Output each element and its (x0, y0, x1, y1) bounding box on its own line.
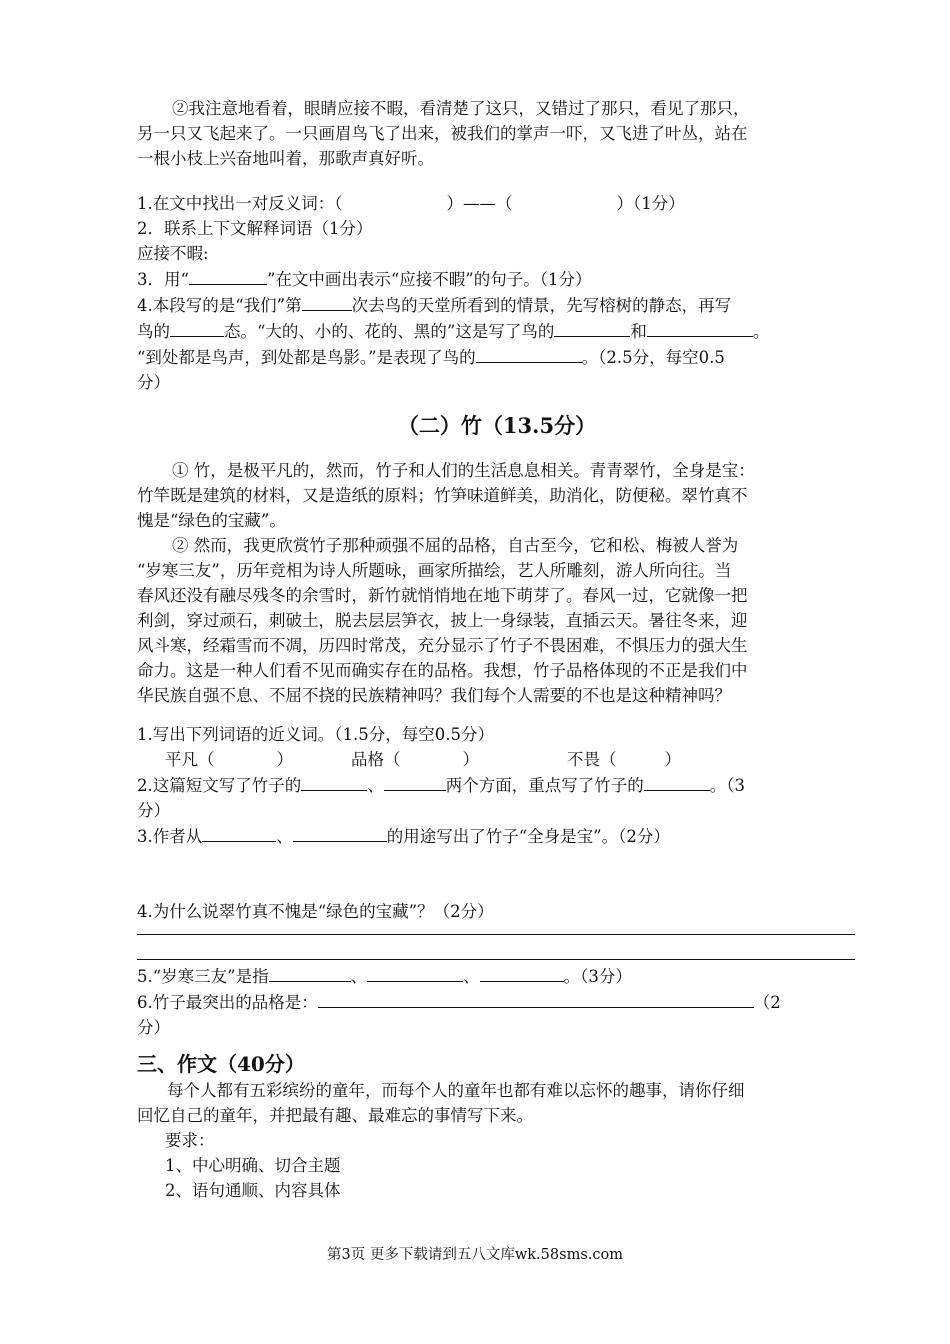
answer-blank[interactable] (367, 963, 463, 982)
question-text: 4.为什么说翠竹真不愧是“绿色的宝藏”？（2分） (137, 902, 494, 921)
answer-blank[interactable] (644, 772, 710, 791)
question-text: 、 (367, 776, 384, 795)
exam-page (137, 96, 857, 1203)
question-text: ） (664, 750, 681, 769)
question-4 (137, 292, 857, 395)
answer-blank[interactable] (554, 318, 630, 337)
question-text: 不畏（ (567, 750, 617, 769)
answer-blank[interactable] (293, 823, 387, 842)
answer-blank[interactable] (647, 318, 753, 337)
text-line: 竹竿既是建筑的材料，又是造纸的原料；竹笋味道鲜美，助消化，防便秘。翠竹真不 (137, 486, 748, 505)
text-line: 回忆自己的童年，并把最有趣、最难忘的事情写下来。 (137, 1106, 533, 1125)
section-title: （二）竹（13.5分） (397, 413, 597, 438)
question-text: 3．用“ (137, 270, 189, 289)
bamboo-question-3 (137, 823, 857, 849)
question-text: 1.写出下列词语的近义词。（1.5分，每空0.5分） (137, 725, 494, 744)
question-text: ”在文中画出表示“应接不暇”的句子。（1分） (266, 270, 592, 289)
text-line: 风斗寒，经霜雪而不凋，历四时常茂，充分显示了竹子不畏困难，不惧压力的强大生 (137, 636, 748, 655)
question-text: 4.本段写的是“我们”第 (137, 296, 302, 315)
passage-paragraph-2 (137, 533, 857, 708)
answer-blank[interactable] (170, 318, 224, 337)
text-line: 春风还没有融尽残冬的余雪时，新竹就悄悄地在地下萌芽了。春风一过，它就像一把 (137, 586, 748, 605)
text-line: 另一只又飞起来了。一只画眉鸟飞了出来，被我们的掌声一吓，又飞进了叶丛，站在 (137, 124, 748, 143)
bamboo-question-1 (137, 722, 857, 772)
text-line: 一根小枝上兴奋地叫着，那歌声真好听。 (137, 149, 434, 168)
answer-blank[interactable] (318, 989, 754, 1008)
question-text: 两个方面，重点写了竹子的 (445, 776, 644, 795)
passage-paragraph-1 (137, 458, 857, 533)
question-text: 。（2.5分，每空0.5 (581, 348, 725, 367)
answer-blank[interactable] (202, 823, 276, 842)
question-text: 。（3 (709, 776, 745, 795)
text-line: 命力。这是一种人们看不见而确实存在的品格。我想，竹子品格体现的不正是我们中 (137, 661, 748, 680)
question-text: 5.“岁寒三友”是指 (137, 967, 269, 986)
text-line: ② 然而，我更欣赏竹子那种顽强不屈的品格，自古至今，它和松、梅被人誉为 (172, 536, 739, 555)
question-text: 。 (752, 322, 770, 341)
question-text: 的用途写出了竹子“全身是宝”。（2分） (386, 827, 670, 846)
text-line: 华民族自强不息、不屈不挠的民族精神吗？我们每个人需要的不也是这种精神吗？ (137, 686, 731, 705)
question-text: 分） (137, 1018, 170, 1037)
requirement-item: 1、中心明确、切合主题 (165, 1156, 341, 1175)
requirement-item: 2、语句通顺、内容具体 (165, 1181, 341, 1200)
question-text: 、 (276, 827, 293, 846)
bamboo-question-6 (137, 989, 857, 1040)
question-text: ） (276, 750, 293, 769)
page-footer: 第3页 更多下载请到五八文库wk.58sms.com (327, 1247, 623, 1263)
answer-blank[interactable] (476, 344, 582, 363)
answer-blank[interactable] (480, 963, 564, 982)
question-text: 1.在文中找出一对反义词：（ (137, 194, 343, 213)
text-line: ②我注意地看着，眼睛应接不暇，看清楚了这只，又错过了那只，看见了那只， (172, 99, 750, 118)
question-text: 平凡（ (165, 750, 215, 769)
answer-blank[interactable] (384, 772, 446, 791)
text-line: 利剑，穿过顽石，刺破土，脱去层层笋衣，披上一身绿装，直插云天。暑往冬来，迎 (137, 611, 748, 630)
question-text: 、 (350, 967, 368, 986)
text-line: “岁寒三友”，历年竞相为诗人所题咏，画家所描绘，艺人所雕刻，游人所向往。当 (137, 561, 732, 580)
question-text: 鸟的 (137, 322, 170, 341)
question-text: 态。“大的、小的、花的、黑的”这是写了鸟的 (224, 322, 555, 341)
question-text: 分） (137, 373, 170, 392)
answer-line[interactable] (137, 959, 855, 960)
underline-sample (189, 266, 267, 285)
question-text: 6.竹子最突出的品格是： (137, 993, 318, 1012)
composition-prompt (137, 1078, 857, 1203)
question-text: 。（3分） (563, 967, 632, 986)
text-line: 愧是“绿色的宝藏”。 (137, 511, 286, 530)
answer-blank[interactable] (302, 292, 352, 311)
question-text: （2 (753, 993, 781, 1012)
question-text: ）（1分） (616, 194, 685, 213)
question-text: 3.作者从 (137, 827, 203, 846)
question-text: ） (462, 750, 479, 769)
question-text: 、 (463, 967, 480, 986)
text-line: ① 竹，是极平凡的，然而，竹子和人们的生活息息相关。青青翠竹，全身是宝： (172, 461, 755, 480)
question-2: 2．联系上下文解释词语（1分） (137, 219, 373, 238)
question-text: ）——（ (446, 194, 513, 213)
question-2-term: 应接不暇: (137, 244, 209, 263)
question-text: 和 (630, 322, 647, 341)
question-3 (137, 266, 857, 292)
passage-paragraph-2 (137, 96, 857, 171)
bamboo-question-2 (137, 772, 857, 823)
question-1 (137, 191, 857, 216)
answer-blank[interactable] (269, 963, 351, 982)
text-line: 每个人都有五彩缤纷的童年，而每个人的童年也都有难以忘怀的趣事，请你仔细 (167, 1081, 745, 1100)
bamboo-question-5 (137, 963, 857, 989)
question-text: 品格（ (351, 750, 401, 769)
question-text: 次去鸟的天堂所看到的情景，先写榕树的静态，再写 (351, 296, 732, 315)
question-text: “到处都是鸟声，到处都是鸟影。”是表现了鸟的 (137, 348, 476, 367)
composition-heading: 三、作文（40分） (137, 1052, 305, 1076)
requirements-label: 要求： (165, 1131, 215, 1150)
question-text: 分） (137, 801, 170, 820)
answer-blank[interactable] (301, 772, 367, 791)
question-text: 2.这篇短文写了竹子的 (137, 776, 302, 795)
bamboo-question-4 (137, 899, 857, 960)
